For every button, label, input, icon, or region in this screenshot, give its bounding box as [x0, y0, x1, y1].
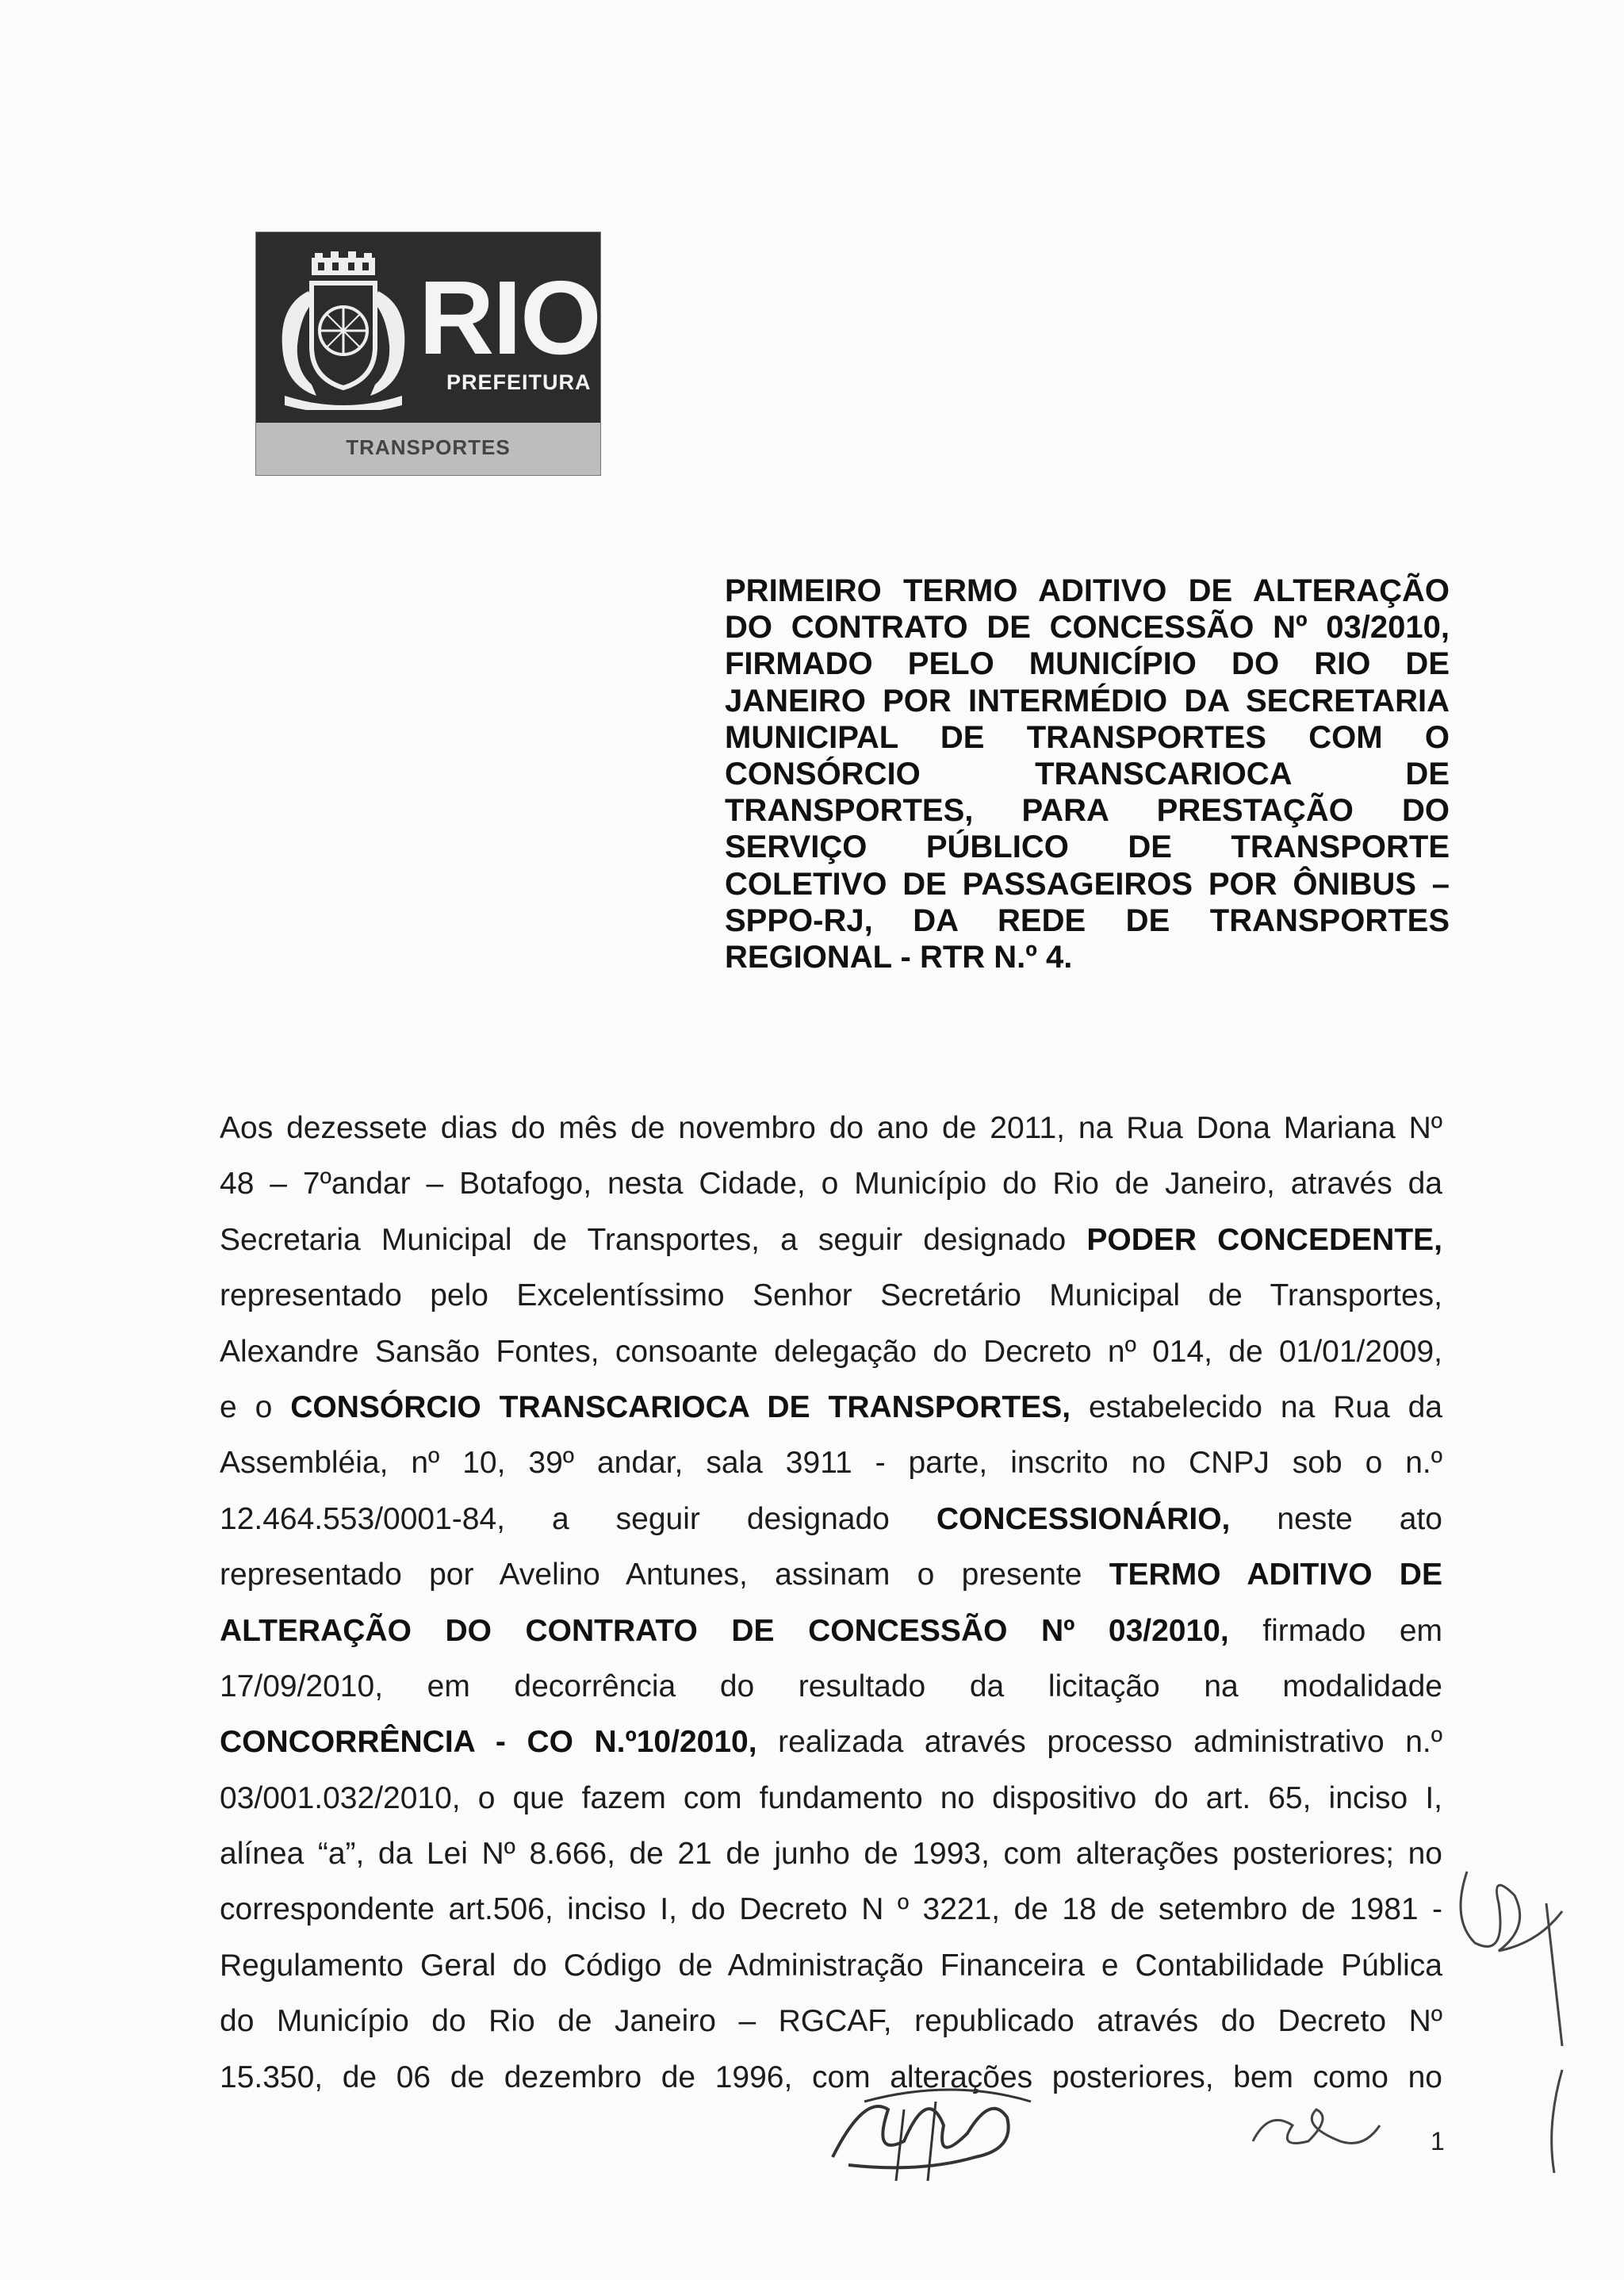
body-paragraph: [220, 1101, 1442, 2106]
termo-aditivo-label: TERMO ADITIVO DE: [1109, 1558, 1442, 1592]
body-text: firmado em: [1262, 1613, 1442, 1648]
body-text: Secretaria Municipal de Transportes, a seguir designado: [220, 1222, 1067, 1257]
coat-of-arms-icon: [269, 251, 418, 410]
page-number: 1: [1431, 2127, 1445, 2155]
body-line: Alexandre Sansão Fontes, consoante delegação do Decreto nº 014, de 01/01/2009,: [220, 1334, 1442, 1369]
logo-department-text: TRANSPORTES: [346, 435, 511, 459]
heading-line: CONSÓRCIO TRANSCARIOCA DE: [725, 756, 1450, 791]
heading-line: REGIONAL - RTR N.º 4.: [725, 939, 1073, 975]
body-text: e o: [220, 1389, 273, 1424]
body-line: 48 – 7ºandar – Botafogo, nesta Cidade, o Município do Rio de Janeiro, através da: [220, 1167, 1442, 1201]
body-line: [220, 1547, 1442, 1603]
body-line: [220, 1715, 1442, 1770]
signature-initials: [817, 2062, 1055, 2189]
heading-line: TRANSPORTES, PARA PRESTAÇÃO DO: [725, 793, 1450, 829]
logo-prefeitura-text: PREFEITURA: [446, 370, 592, 394]
poder-concedente-label: PODER CONCEDENTE,: [1086, 1222, 1442, 1257]
body-line: 03/001.032/2010, o que fazem com fundamento no dispositivo do art. 65, inciso I,: [220, 1780, 1442, 1815]
body-line: representado pelo Excelentíssimo Senhor Secretário Municipal de Transportes,: [220, 1278, 1442, 1313]
body-line: [220, 1492, 1442, 1547]
heading-line: MUNICIPAL DE TRANSPORTES COM O: [725, 719, 1450, 755]
body-line: [220, 1380, 1442, 1435]
heading-line: SERVIÇO PÚBLICO DE TRANSPORTE: [725, 830, 1450, 865]
body-line: 17/09/2010, em decorrência do resultado da licitação na modalidade: [220, 1669, 1442, 1703]
heading-line: COLETIVO DE PASSAGEIROS POR ÔNIBUS –: [725, 866, 1450, 902]
body-line: Aos dezessete dias do mês de novembro do ano de 2011, na Rua Dona Mariana Nº: [220, 1111, 1442, 1145]
margin-rubric: [1443, 1856, 1602, 2173]
heading-line: PRIMEIRO TERMO ADITIVO DE ALTERAÇÃO: [725, 573, 1450, 608]
body-line: correspondente art.506, inciso I, do Decreto N º 3221, de 18 de setembro de 1981 -: [220, 1892, 1442, 1927]
heading-line: JANEIRO POR INTERMÉDIO DA SECRETARIA: [725, 683, 1450, 718]
rubric-initials: [1237, 2094, 1396, 2165]
body-line: alínea “a”, da Lei Nº 8.666, de 21 de junho de 1993, com alterações posteriores; no: [220, 1837, 1442, 1872]
body-line: 15.350, de 06 de dezembro de 1996, com alterações posteriores, bem como no: [220, 2060, 1442, 2094]
body-text: estabelecido na Rua da: [1088, 1389, 1442, 1424]
prefeitura-logo: [255, 232, 601, 476]
logo-rio-text: RIO: [419, 259, 600, 376]
concorrencia-label: CONCORRÊNCIA - CO N.º10/2010,: [220, 1725, 757, 1760]
concessionario-label: CONCESSIONÁRIO,: [936, 1501, 1231, 1536]
logo-department-band: [256, 423, 600, 475]
heading-line: SPPO-RJ, DA REDE DE TRANSPORTES: [725, 902, 1450, 938]
contrato-label: ALTERAÇÃO DO CONTRATO DE CONCESSÃO Nº 03/2010,: [220, 1613, 1229, 1648]
consorcio-name: CONSÓRCIO TRANSCARIOCA DE TRANSPORTES,: [290, 1389, 1071, 1424]
body-line: [220, 1213, 1442, 1268]
heading-line: FIRMADO PELO MUNICÍPIO DO RIO DE: [725, 646, 1450, 682]
heading-line: DO CONTRATO DE CONCESSÃO Nº 03/2010,: [725, 610, 1450, 646]
body-line: [220, 1604, 1442, 1659]
body-line: do Município do Rio de Janeiro – RGCAF, republicado através do Decreto Nº: [220, 2004, 1442, 2039]
body-line: Assembléia, nº 10, 39º andar, sala 3911 - parte, inscrito no CNPJ sob o n.º: [220, 1446, 1442, 1481]
body-text: realizada através processo administrativo n.º: [778, 1725, 1443, 1760]
body-line: Regulamento Geral do Código de Administração Financeira e Contabilidade Pública: [220, 1948, 1442, 1983]
document-heading: [725, 573, 1450, 975]
body-text: neste ato: [1277, 1501, 1442, 1536]
body-text: 12.464.553/0001-84, a seguir designado: [220, 1501, 890, 1536]
logo-dark-band: [256, 232, 600, 423]
body-text: representado por Avelino Antunes, assinam o presente: [220, 1558, 1082, 1592]
